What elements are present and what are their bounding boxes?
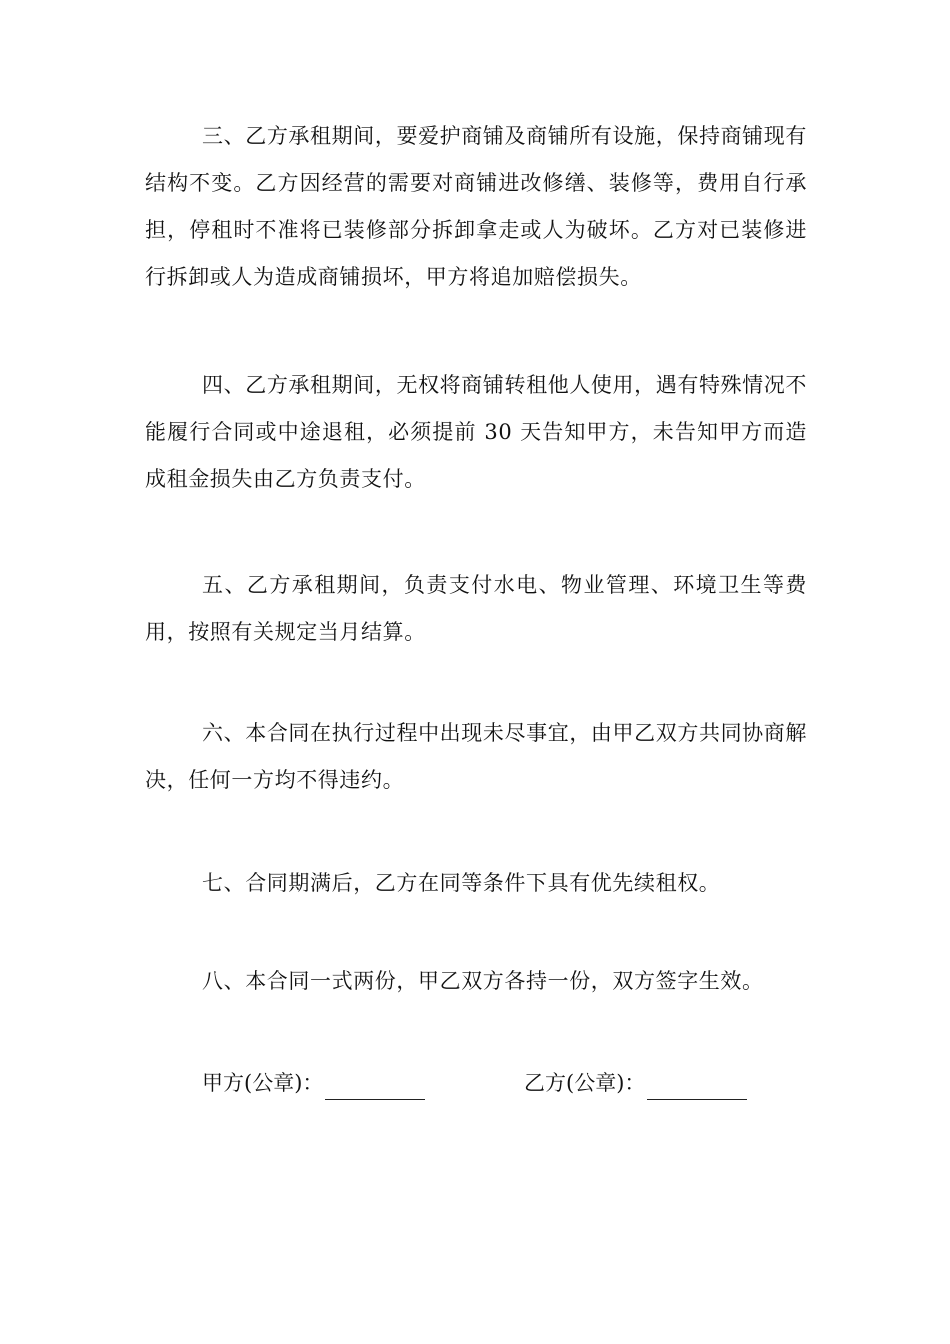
party-a-label: 甲方(公章)： xyxy=(202,1071,324,1095)
clause-three: 三、乙方承租期间，要爱护商铺及商铺所有设施，保持商铺现有结构不变。乙方因经营的需要对商铺进改修缮、装修等，费用自行承担，停租时不准将已装修部分拆卸拿走或人为破坏。乙方对已装修进行拆卸或人为造成商铺损坏，甲方将追加赔偿损失。 xyxy=(145,124,807,289)
clause-eight: 八、本合同一式两份，甲乙双方各持一份，双方签字生效。 xyxy=(202,969,764,993)
party-b-signature xyxy=(524,1066,747,1100)
party-a-signature xyxy=(202,1066,425,1100)
party-a-signature-line xyxy=(325,1075,425,1100)
clause-five: 五、乙方承租期间，负责支付水电、物业管理、环境卫生等费用，按照有关规定当月结算。 xyxy=(145,573,807,644)
clause-seven: 七、合同期满后，乙方在同等条件下具有优先续租权。 xyxy=(202,871,721,895)
signature-row xyxy=(202,1066,802,1106)
party-b-label: 乙方(公章)： xyxy=(524,1071,646,1095)
clause-six: 六、本合同在执行过程中出现未尽事宜，由甲乙双方共同协商解决，任何一方均不得违约。 xyxy=(145,721,807,792)
clause-four: 四、乙方承租期间，无权将商铺转租他人使用，遇有特殊情况不能履行合同或中途退租，必须提前 30 天告知甲方，未告知甲方而造成租金损失由乙方负责支付。 xyxy=(145,373,807,491)
party-b-signature-line xyxy=(647,1075,747,1100)
